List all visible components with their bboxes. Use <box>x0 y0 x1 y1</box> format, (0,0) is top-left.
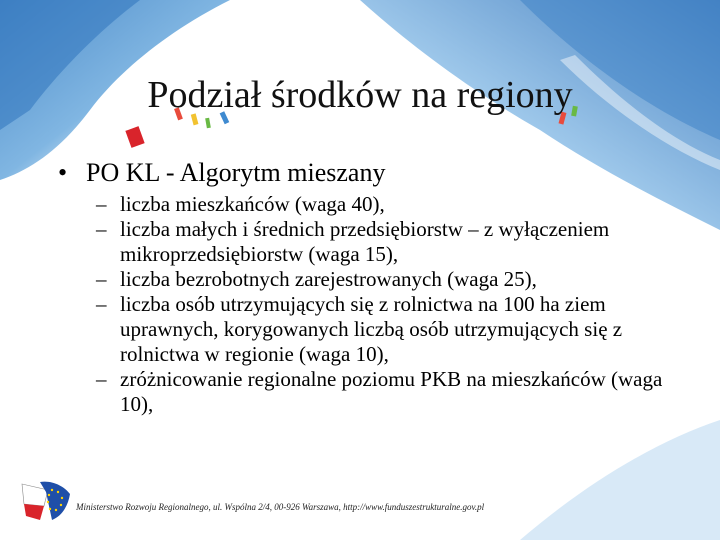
list-item <box>96 192 696 217</box>
list-item-text: liczba osób utrzymujących się z rolnictwa na 100 ha ziem uprawnych, korygowanych liczbą osób utrzymujących się z rolnictwa w regionie (waga 10), <box>120 292 623 366</box>
list-item-text: liczba małych i średnich przedsiębiorstw – z wyłączeniem mikroprzedsiębiorstw (waga 15), <box>120 217 610 266</box>
list-item-text: zróżnicowanie regionalne poziomu PKB na mieszkańców (waga 10), <box>120 367 663 416</box>
slide-title: Podział środków na regiony <box>147 74 573 116</box>
dash-marker: – <box>96 292 107 316</box>
dash-marker: – <box>96 217 107 241</box>
main-bullet <box>58 158 385 188</box>
footer-text: Ministerstwo Rozwoju Regionalnego, ul. Wspólna 2/4, 00-926 Warszawa, http://www.funduszestrukturalne.gov.pl <box>76 502 485 512</box>
main-bullet-text: PO KL - Algorytm mieszany <box>86 158 386 187</box>
list-item <box>96 367 696 417</box>
list-item-text: liczba mieszkańców (waga 40), <box>120 192 385 216</box>
dash-marker: – <box>96 367 107 391</box>
bullet-marker: • <box>58 158 68 187</box>
list-item-text: liczba bezrobotnych zarejestrowanych (waga 25), <box>120 267 537 291</box>
list-item <box>96 267 696 292</box>
dash-marker: – <box>96 192 107 216</box>
list-item <box>96 292 696 367</box>
eu-poland-logo <box>18 476 74 524</box>
list-item <box>96 217 696 267</box>
dash-marker: – <box>96 267 107 291</box>
sub-bullet-list <box>96 192 696 417</box>
